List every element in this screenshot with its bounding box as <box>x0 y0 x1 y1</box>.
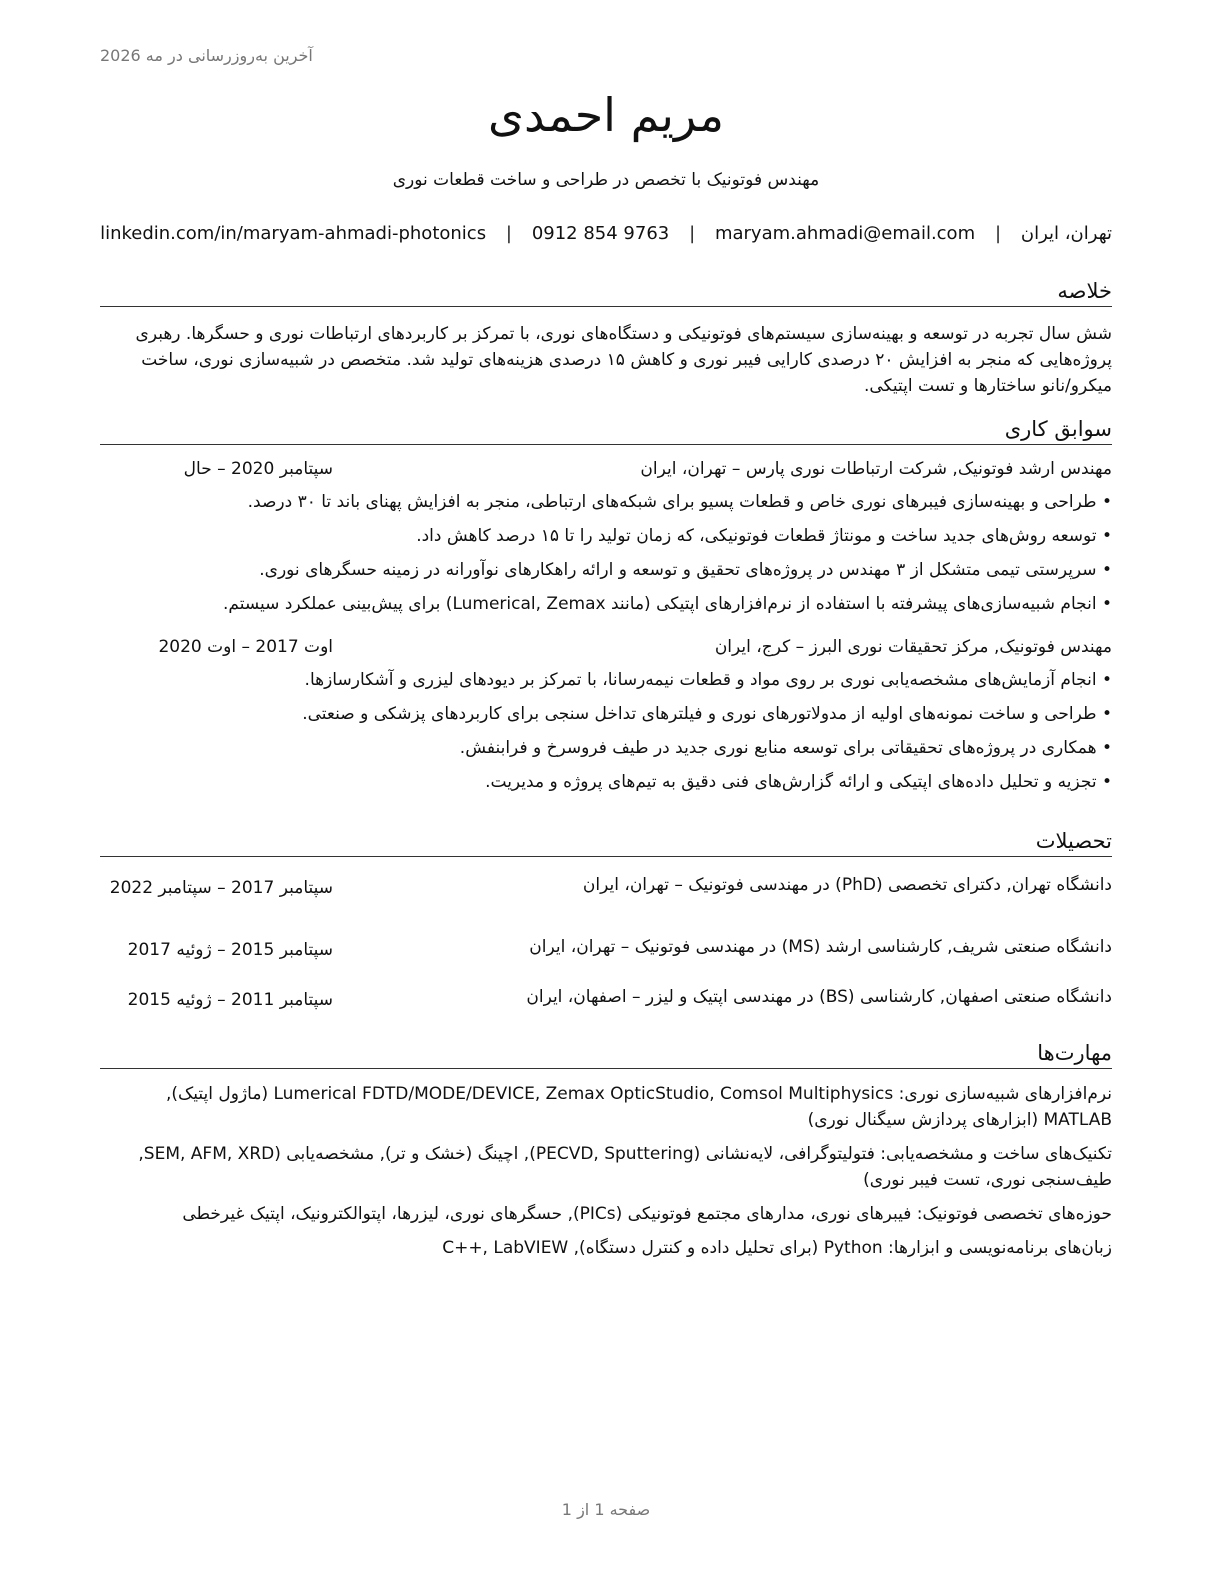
education-entry <box>100 987 1112 1027</box>
contact-phone[interactable]: 0912 854 9763 <box>531 223 670 244</box>
section-heading: مهارت‌ها <box>100 1038 1112 1069</box>
list-item: • تجزیه و تحلیل داده‌های اپتیکی و ارائه گزارش‌های فنی دقیق به تیم‌های پروژه و مدیریت. <box>100 765 1112 799</box>
education-date: سپتامبر 2017 – سپتامبر 2022 <box>109 878 333 898</box>
education-entry <box>100 937 1112 987</box>
contact-email[interactable]: maryam.ahmadi@email.com <box>714 223 976 244</box>
job-entry <box>100 459 1112 489</box>
education-date: سپتامبر 2011 – ژوئیه 2015 <box>127 990 333 1010</box>
skill-line: زبان‌های برنامه‌نویسی و ابزارها: Python (برای تحلیل داده و کنترل دستگاه), C++, LabVIEW <box>442 1238 1112 1258</box>
contact-linkedin[interactable]: linkedin.com/in/maryam-ahmadi-photonics <box>100 223 487 244</box>
job-heading: مهندس ارشد فوتونیک, شرکت ارتباطات نوری پارس – تهران، ایران <box>640 459 1112 479</box>
contact-separator: | <box>689 223 696 244</box>
page-number: صفحه 1 از 1 <box>561 1500 651 1519</box>
last-updated: آخرین به‌روزرسانی در مه 2026 <box>100 46 313 65</box>
contact-separator: | <box>505 223 512 244</box>
job-bullets <box>100 485 1112 621</box>
section-heading: خلاصه <box>100 276 1112 307</box>
summary-text: شش سال تجربه در توسعه و بهینه‌سازی سیستم‌های فوتونیکی و دستگاه‌های نوری، با تمرکز بر کاربردهای ارتباطات نوری و حسگرها. رهبری پروژه‌هایی که منجر به افزایش ۲۰ درصدی کارایی فیبر نوری و کاهش ۱۵ درصدی هزینه‌های تولید شد. متخصص در شبیه‌سازی نوری، ساخت میکرو/نانو ساختارها و تست اپتیکی. <box>135 324 1112 396</box>
list-item: • انجام آزمایش‌های مشخصه‌یابی نوری بر روی مواد و قطعات نیمه‌رسانا، با تمرکز بر دیودهای لیزری و آشکارسازها. <box>100 663 1112 697</box>
education-entry <box>100 875 1112 937</box>
job-entry <box>100 637 1112 667</box>
job-date: اوت 2017 – اوت 2020 <box>158 637 333 657</box>
list-item: • انجام شبیه‌سازی‌های پیشرفته با استفاده از نرم‌افزارهای اپتیکی (مانند Lumerical, Zemax) برای پیش‌بینی عملکرد سیستم. <box>100 587 1112 621</box>
education-section <box>100 826 1112 1027</box>
candidate-name: مریم احمدی <box>487 88 725 142</box>
list-item: • سرپرستی تیمی متشکل از ۳ مهندس در پروژه‌های تحقیق و توسعه و ارائه راهکارهای نوآورانه در زمینه حسگرهای نوری. <box>100 553 1112 587</box>
section-heading: سوابق کاری <box>100 414 1112 445</box>
resume-page <box>100 0 1112 1584</box>
education-date: سپتامبر 2015 – ژوئیه 2017 <box>127 940 333 960</box>
job-date: سپتامبر 2020 – حال <box>183 459 333 479</box>
candidate-title: مهندس فوتونیک با تخصص در طراحی و ساخت قطعات نوری <box>392 170 820 190</box>
experience-section <box>100 414 1112 799</box>
job-bullets <box>100 663 1112 799</box>
list-item: • همکاری در پروژه‌های تحقیقاتی برای توسعه منابع نوری جدید در طیف فروسرخ و فرابنفش. <box>100 731 1112 765</box>
section-heading: تحصیلات <box>100 826 1112 857</box>
list-item: • طراحی و ساخت نمونه‌های اولیه از مدولاتورهای نوری و فیلترهای تداخل سنجی برای کاربردهای پزشکی و صنعتی. <box>100 697 1112 731</box>
education-heading: دانشگاه صنعتی شریف, کارشناسی ارشد (MS) در مهندسی فوتونیک – تهران، ایران <box>529 937 1112 957</box>
list-item: • طراحی و بهینه‌سازی فیبرهای نوری خاص و قطعات پسیو برای شبکه‌های ارتباطی، منجر به افزایش پهنای باند تا ۳۰ درصد. <box>100 485 1112 519</box>
job-heading: مهندس فوتونیک, مرکز تحقیقات نوری البرز – کرج، ایران <box>714 637 1112 657</box>
skill-line: نرم‌افزارهای شبیه‌سازی نوری: Lumerical FDTD/MODE/DEVICE, Zemax OpticStudio, Comsol Multiphysics (ماژول اپتیک), MATLAB (ابزارهای پردازش سیگنال نوری) <box>166 1084 1112 1130</box>
contact-separator: | <box>994 223 1002 244</box>
skill-line: تکنیک‌های ساخت و مشخصه‌یابی: فتولیتوگرافی، لایه‌نشانی (PECVD, Sputtering), اچینگ (خشک و تر), مشخصه‌یابی (SEM, AFM, XRD, طیف‌سنجی نوری، تست فیبر نوری) <box>138 1144 1112 1190</box>
skills-section <box>100 1038 1112 1261</box>
education-heading: دانشگاه تهران, دکترای تخصصی (PhD) در مهندسی فوتونیک – تهران، ایران <box>582 875 1112 895</box>
contact-line <box>100 223 1112 244</box>
skill-line: حوزه‌های تخصصی فوتونیک: فیبرهای نوری، مدارهای مجتمع فوتونیکی (PICs), حسگرهای نوری، لیزرها، اپتوالکترونیک، اپتیک غیرخطی <box>182 1204 1112 1224</box>
contact-location: تهران، ایران <box>1020 223 1112 244</box>
list-item: • توسعه روش‌های جدید ساخت و مونتاژ قطعات فوتونیکی، که زمان تولید را تا ۱۵ درصد کاهش داد. <box>100 519 1112 553</box>
education-heading: دانشگاه صنعتی اصفهان, کارشناسی (BS) در مهندسی اپتیک و لیزر – اصفهان، ایران <box>526 987 1112 1007</box>
summary-section <box>100 276 1112 399</box>
